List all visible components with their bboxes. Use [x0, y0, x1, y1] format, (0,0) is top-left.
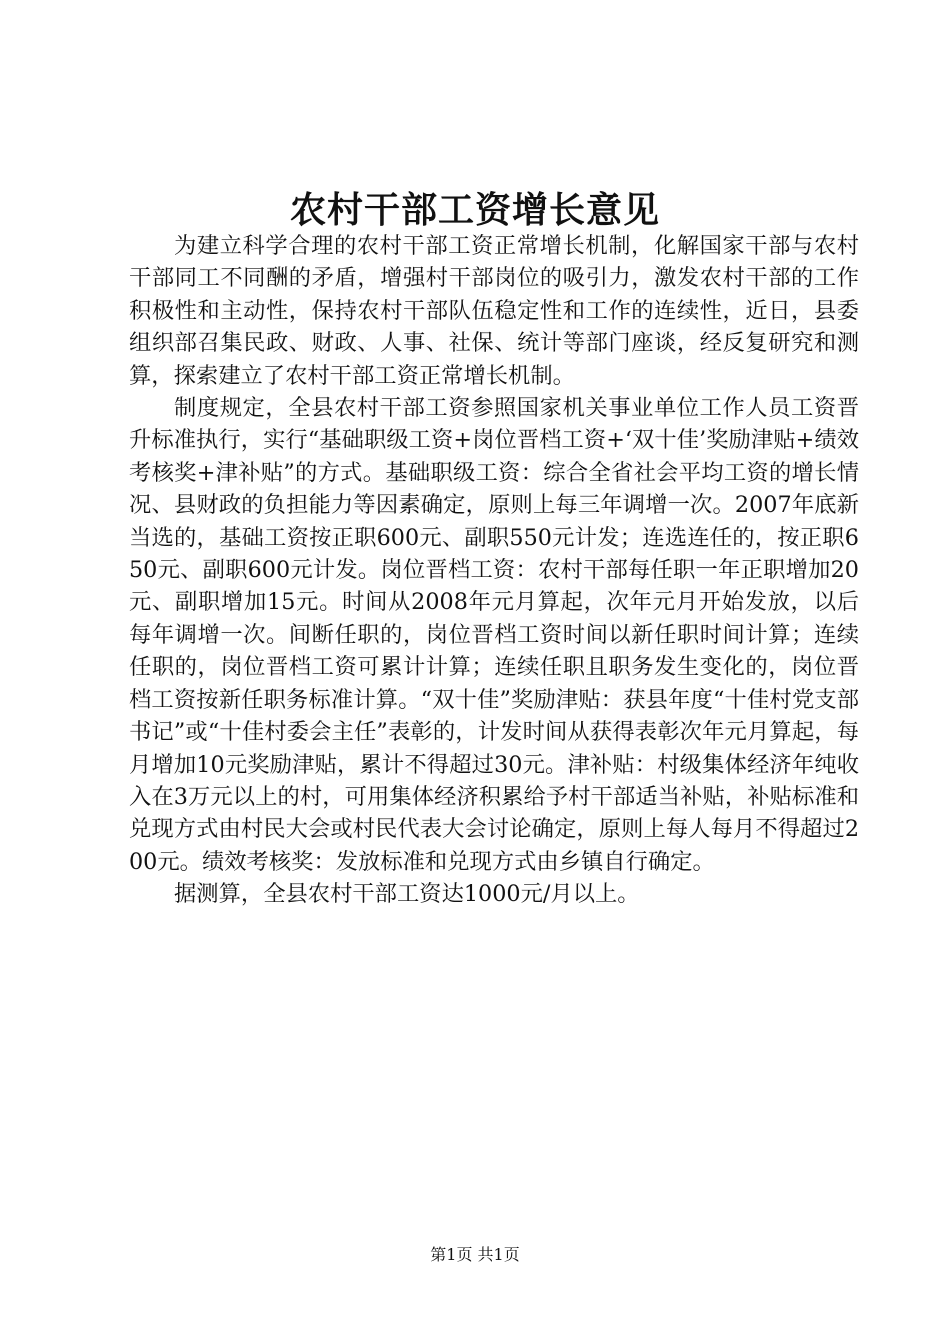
page-footer: 第1页 共1页	[430, 1245, 520, 1264]
page-title: 农村干部工资增长意见	[289, 189, 660, 231]
paragraph-intro: 为建立科学合理的农村干部工资正常增长机制，化解国家干部与农村干部同工不同酬的矛盾，增强村干部岗位的吸引力，激发农村干部的工作积极性和主动性，保持农村干部队伍稳定性和工作的连续性，近日，县委组织部召集民政、财政、人事、社保、统计等部门座谈，经反复研究和测算，探索建立了农村干部工资正常增长机制。	[129, 233, 859, 389]
paragraph-regulations: 制度规定，全县农村干部工资参照国家机关事业单位工作人员工资晋升标准执行，实行“基础职级工资+岗位晋档工资+‘双十佳’奖励津贴+绩效考核奖+津补贴”的方式。基础职级工资：综合全省社会平均工资的增长情况、县财政的负担能力等因素确定，原则上每三年调增一次。2007年底新当选的，基础工资按正职600元、副职550元计发；连选连任的，按正职650元、副职600元计发。岗位晋档工资：农村干部每任职一年正职增加20元、副职增加15元。时间从2008年元月算起，次年元月开始发放，以后每年调增一次。间断任职的，岗位晋档工资时间以新任职时间计算；连续任职的，岗位晋档工资可累计计算；连续任职且职务发生变化的，岗位晋档工资按新任职务标准计算。“双十佳”奖励津贴：获县年度“十佳村党支部书记”或“十佳村委会主任”表彰的，计发时间从获得表彰次年元月算起，每月增加10元奖励津贴，累计不得超过30元。津补贴：村级集体经济年纯收入在3万元以上的村，可用集体经济积累给予村干部适当补贴，补贴标准和兑现方式由村民大会或村民代表大会讨论确定，原则上每人每月不得超过200元。绩效考核奖：发放标准和兑现方式由乡镇自行确定。	[129, 395, 859, 875]
document-body	[129, 230, 859, 911]
paragraph-estimate: 据测算，全县农村干部工资达1000元/月以上。	[174, 881, 640, 908]
